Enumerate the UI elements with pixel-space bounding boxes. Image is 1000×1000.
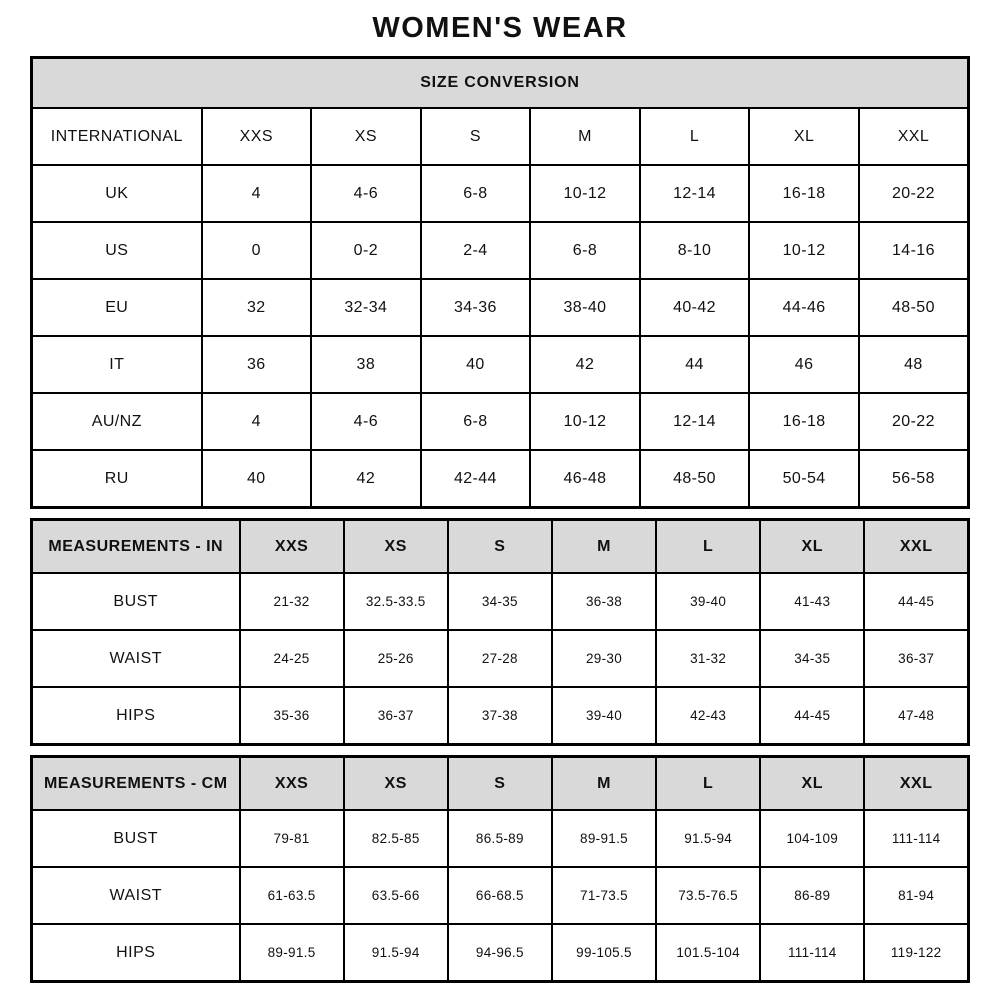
- value-cell: 39-40: [656, 573, 760, 630]
- col-header-cell: M: [552, 520, 656, 574]
- column-header-row: [32, 108, 969, 165]
- value-cell: 36: [202, 336, 312, 393]
- table-row: [32, 810, 969, 867]
- value-cell: 42-44: [421, 450, 531, 508]
- col-header-cell: MEASUREMENTS - IN: [32, 520, 240, 574]
- measurements-in-table: [30, 518, 970, 746]
- row-label-cell: UK: [32, 165, 202, 222]
- row-label-cell: WAIST: [32, 630, 240, 687]
- value-cell: 44-46: [749, 279, 859, 336]
- col-header-cell: M: [530, 108, 640, 165]
- col-header-cell: XXS: [202, 108, 312, 165]
- value-cell: 4: [202, 393, 312, 450]
- page-title: WOMEN'S WEAR: [372, 11, 628, 44]
- value-cell: 63.5-66: [344, 867, 448, 924]
- value-cell: 86.5-89: [448, 810, 552, 867]
- value-cell: 48-50: [640, 450, 750, 508]
- value-cell: 34-35: [448, 573, 552, 630]
- row-label-cell: IT: [32, 336, 202, 393]
- value-cell: 24-25: [240, 630, 344, 687]
- value-cell: 6-8: [421, 393, 531, 450]
- table-row: [32, 279, 969, 336]
- value-cell: 25-26: [344, 630, 448, 687]
- value-cell: 47-48: [864, 687, 968, 745]
- value-cell: 99-105.5: [552, 924, 656, 982]
- table-row: [32, 393, 969, 450]
- value-cell: 111-114: [864, 810, 968, 867]
- col-header-cell: M: [552, 757, 656, 811]
- col-header-cell: S: [448, 520, 552, 574]
- value-cell: 14-16: [859, 222, 969, 279]
- value-cell: 104-109: [760, 810, 864, 867]
- value-cell: 2-4: [421, 222, 531, 279]
- row-label-cell: BUST: [32, 573, 240, 630]
- value-cell: 44: [640, 336, 750, 393]
- value-cell: 73.5-76.5: [656, 867, 760, 924]
- value-cell: 36-37: [864, 630, 968, 687]
- value-cell: 32: [202, 279, 312, 336]
- table-row: [32, 573, 969, 630]
- value-cell: 44-45: [760, 687, 864, 745]
- value-cell: 46-48: [530, 450, 640, 508]
- value-cell: 6-8: [530, 222, 640, 279]
- col-header-cell: XL: [749, 108, 859, 165]
- value-cell: 48: [859, 336, 969, 393]
- value-cell: 119-122: [864, 924, 968, 982]
- value-cell: 81-94: [864, 867, 968, 924]
- value-cell: 10-12: [530, 393, 640, 450]
- col-header-cell: XXL: [859, 108, 969, 165]
- row-label-cell: RU: [32, 450, 202, 508]
- measurements-cm-table: [30, 755, 970, 983]
- value-cell: 32-34: [311, 279, 421, 336]
- col-header-cell: S: [448, 757, 552, 811]
- value-cell: 41-43: [760, 573, 864, 630]
- value-cell: 39-40: [552, 687, 656, 745]
- row-label-cell: AU/NZ: [32, 393, 202, 450]
- value-cell: 56-58: [859, 450, 969, 508]
- row-label-cell: HIPS: [32, 924, 240, 982]
- value-cell: 40: [421, 336, 531, 393]
- value-cell: 20-22: [859, 165, 969, 222]
- table-row: [32, 165, 969, 222]
- row-label-cell: US: [32, 222, 202, 279]
- value-cell: 36-38: [552, 573, 656, 630]
- value-cell: 79-81: [240, 810, 344, 867]
- value-cell: 71-73.5: [552, 867, 656, 924]
- col-header-cell: XL: [760, 520, 864, 574]
- value-cell: 31-32: [656, 630, 760, 687]
- value-cell: 4-6: [311, 393, 421, 450]
- value-cell: 29-30: [552, 630, 656, 687]
- table-row: [32, 630, 969, 687]
- table-row: [32, 687, 969, 745]
- value-cell: 32.5-33.5: [344, 573, 448, 630]
- value-cell: 89-91.5: [552, 810, 656, 867]
- value-cell: 16-18: [749, 393, 859, 450]
- col-header-cell: L: [656, 757, 760, 811]
- value-cell: 66-68.5: [448, 867, 552, 924]
- value-cell: 89-91.5: [240, 924, 344, 982]
- col-header-cell: XS: [344, 520, 448, 574]
- value-cell: 82.5-85: [344, 810, 448, 867]
- value-cell: 37-38: [448, 687, 552, 745]
- value-cell: 6-8: [421, 165, 531, 222]
- col-header-cell: XXS: [240, 520, 344, 574]
- value-cell: 36-37: [344, 687, 448, 745]
- col-header-cell: XXL: [864, 520, 968, 574]
- value-cell: 46: [749, 336, 859, 393]
- value-cell: 61-63.5: [240, 867, 344, 924]
- size-conversion-title: SIZE CONVERSION: [32, 58, 969, 109]
- value-cell: 10-12: [530, 165, 640, 222]
- col-header-cell: L: [656, 520, 760, 574]
- col-header-cell: L: [640, 108, 750, 165]
- col-header-cell: XS: [344, 757, 448, 811]
- value-cell: 91.5-94: [344, 924, 448, 982]
- table-row: [32, 336, 969, 393]
- value-cell: 86-89: [760, 867, 864, 924]
- col-header-cell: XS: [311, 108, 421, 165]
- value-cell: 20-22: [859, 393, 969, 450]
- value-cell: 27-28: [448, 630, 552, 687]
- value-cell: 42: [530, 336, 640, 393]
- value-cell: 12-14: [640, 393, 750, 450]
- value-cell: 44-45: [864, 573, 968, 630]
- value-cell: 40: [202, 450, 312, 508]
- table-row: [32, 450, 969, 508]
- value-cell: 38: [311, 336, 421, 393]
- col-header-cell: MEASUREMENTS - CM: [32, 757, 240, 811]
- value-cell: 0: [202, 222, 312, 279]
- value-cell: 21-32: [240, 573, 344, 630]
- col-header-cell: XXL: [864, 757, 968, 811]
- col-header-cell: S: [421, 108, 531, 165]
- column-header-row: [32, 757, 969, 811]
- value-cell: 4: [202, 165, 312, 222]
- value-cell: 0-2: [311, 222, 421, 279]
- value-cell: 48-50: [859, 279, 969, 336]
- table-row: [32, 222, 969, 279]
- table-row: [32, 924, 969, 982]
- value-cell: 42-43: [656, 687, 760, 745]
- column-header-row: [32, 520, 969, 574]
- row-label-cell: HIPS: [32, 687, 240, 745]
- table-caption-row: [32, 58, 969, 109]
- value-cell: 8-10: [640, 222, 750, 279]
- value-cell: 4-6: [311, 165, 421, 222]
- value-cell: 40-42: [640, 279, 750, 336]
- value-cell: 38-40: [530, 279, 640, 336]
- col-header-cell: XL: [760, 757, 864, 811]
- value-cell: 35-36: [240, 687, 344, 745]
- table-row: [32, 867, 969, 924]
- row-label-cell: EU: [32, 279, 202, 336]
- col-header-cell: INTERNATIONAL: [32, 108, 202, 165]
- row-label-cell: BUST: [32, 810, 240, 867]
- value-cell: 111-114: [760, 924, 864, 982]
- value-cell: 34-36: [421, 279, 531, 336]
- value-cell: 12-14: [640, 165, 750, 222]
- value-cell: 10-12: [749, 222, 859, 279]
- row-label-cell: WAIST: [32, 867, 240, 924]
- size-conversion-table: [30, 56, 970, 509]
- value-cell: 91.5-94: [656, 810, 760, 867]
- value-cell: 16-18: [749, 165, 859, 222]
- value-cell: 94-96.5: [448, 924, 552, 982]
- value-cell: 42: [311, 450, 421, 508]
- value-cell: 101.5-104: [656, 924, 760, 982]
- value-cell: 34-35: [760, 630, 864, 687]
- value-cell: 50-54: [749, 450, 859, 508]
- col-header-cell: XXS: [240, 757, 344, 811]
